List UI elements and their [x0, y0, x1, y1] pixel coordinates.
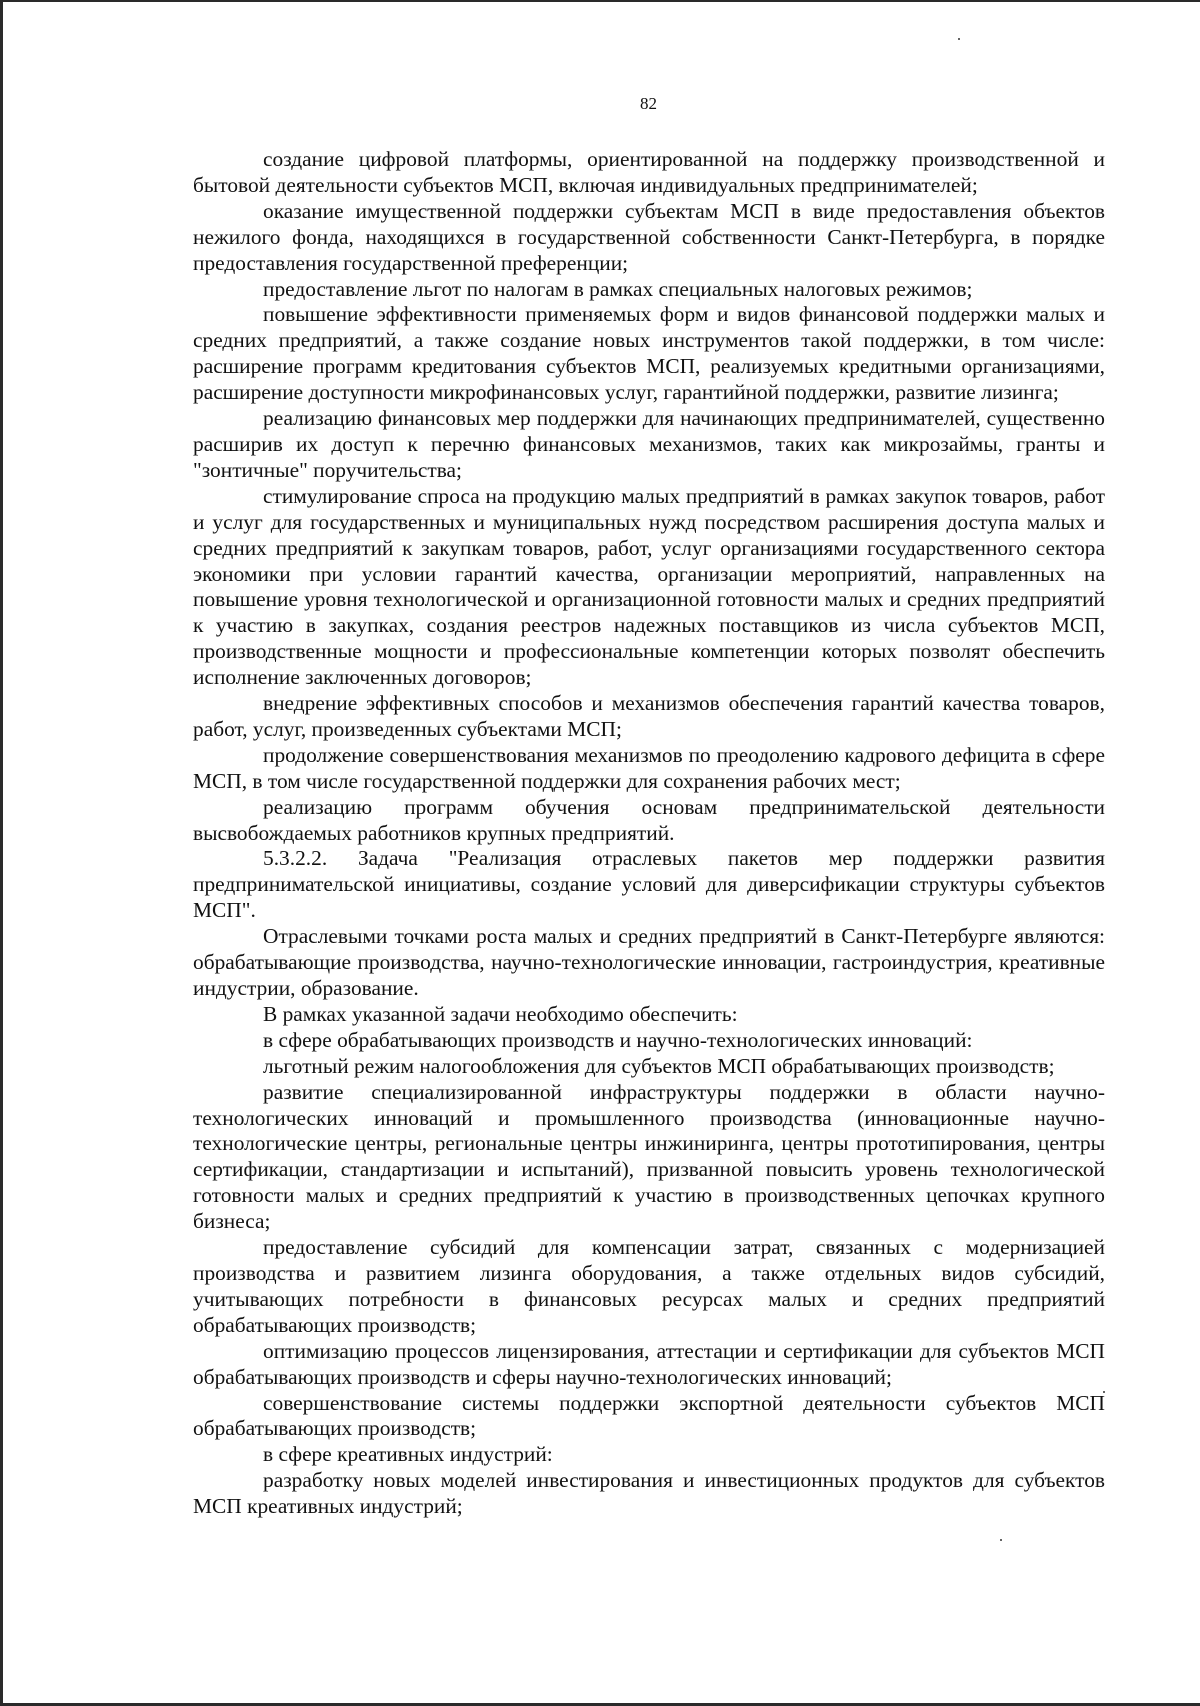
paragraph: повышение эффективности применяемых форм и видов финансовой поддержки малых и средних предприятий, а также создание новых инструментов такой поддержки, в том числе: расширение программ кредитования субъектов МСП, реализуемых кредитными организациями, расширение доступности микрофинансовых услуг, гарантийной поддержки, развитие лизинга; [193, 302, 1105, 405]
scan-border-top [0, 0, 1200, 2]
scan-border-left [0, 0, 3, 1706]
paragraph: стимулирование спроса на продукцию малых предприятий в рамках закупок товаров, работ и услуг для государственных и муниципальных нужд посредством расширения доступа малых и средних предприятий к закупкам товаров, работ, услуг организациями государственного сектора экономики при условии гарантий качества, организации мероприятий, направленных на повышение уровня технологической и организационной готовности малых и средних предприятий к участию в закупках, создания реестров надежных поставщиков из числа субъектов МСП, производственные мощности и профессиональные компетенции которых позволят обеспечить исполнение заключенных договоров; [193, 483, 1105, 690]
paragraph: в сфере креативных индустрий: [263, 1442, 553, 1467]
paragraph: развитие специализированной инфраструктуры поддержки в области научно-технологических инноваций и промышленного производства (инновационные научно-технологические центры, региональные центры инжиниринга, центры прототипирования, центры сертификации, стандартизации и испытаний), призванной повысить уровень технологической готовности малых и средних предприятий к участию в производственных цепочках крупного бизнеса; [193, 1079, 1105, 1234]
scan-speck [958, 38, 960, 40]
paragraph: реализацию программ обучения основам предпринимательской деятельности высвобождаемых работников крупных предприятий. [193, 794, 1105, 845]
paragraph: оптимизацию процессов лицензирования, аттестации и сертификации для субъектов МСП обрабатывающих производств и сферы научно-технологических инноваций; [193, 1338, 1105, 1389]
paragraph: В рамках указанной задачи необходимо обеспечить: [263, 1001, 738, 1026]
paragraph: внедрение эффективных способов и механизмов обеспечения гарантий качества товаров, работ, услуг, произведенных субъектами МСП; [193, 691, 1105, 741]
paragraph: в сфере обрабатывающих производств и научно-технологических инноваций: [263, 1027, 973, 1052]
scan-speck [1000, 1539, 1002, 1541]
paragraph: совершенствование системы поддержки экспортной деятельности субъектов МСП обрабатывающих производств; [193, 1390, 1105, 1441]
paragraph: создание цифровой платформы, ориентированной на поддержку производственной и бытовой деятельности субъектов МСП, включая индивидуальных предпринимателей; [193, 147, 1105, 197]
paragraph: оказание имущественной поддержки субъектам МСП в виде предоставления объектов нежилого фонда, находящихся в государственной собственности Санкт-Петербурга, в порядке предоставления государственной преференции; [193, 198, 1105, 275]
paragraph: Отраслевыми точками роста малых и средних предприятий в Санкт-Петербурге являются: обрабатывающие производства, научно-технологические инновации, гастроиндустрия, креативные индустрии, образование. [193, 924, 1105, 1000]
task-heading-paragraph: 5.3.2.2. Задача "Реализация отраслевых пакетов мер поддержки развития предпринимательской инициативы, создание условий для диверсификации структуры субъектов МСП". [193, 846, 1105, 923]
paragraph: предоставление субсидий для компенсации затрат, связанных с модернизацией производства и развитием лизинга оборудования, а также отдельных видов субсидий, учитывающих потребности в финансовых ресурсах малых и средних предприятий обрабатывающих производств; [193, 1235, 1105, 1337]
paragraph: продолжение совершенствования механизмов по преодолению кадрового дефицита в сфере МСП, в том числе государственной поддержки для сохранения рабочих мест; [193, 742, 1105, 793]
document-body [193, 147, 1105, 1520]
paragraph: льготный режим налогообложения для субъектов МСП обрабатывающих производств; [263, 1053, 1055, 1078]
paragraph: реализацию финансовых мер поддержки для начинающих предпринимателей, существенно расширив их доступ к перечню финансовых механизмов, таких как микрозаймы, гранты и "зонтичные" поручительства; [193, 406, 1105, 482]
paragraph: предоставление льгот по налогам в рамках специальных налоговых режимов; [263, 276, 973, 301]
page-number: 82 [640, 94, 657, 113]
paragraph: разработку новых моделей инвестирования и инвестиционных продуктов для субъектов МСП креативных индустрий; [193, 1468, 1105, 1519]
